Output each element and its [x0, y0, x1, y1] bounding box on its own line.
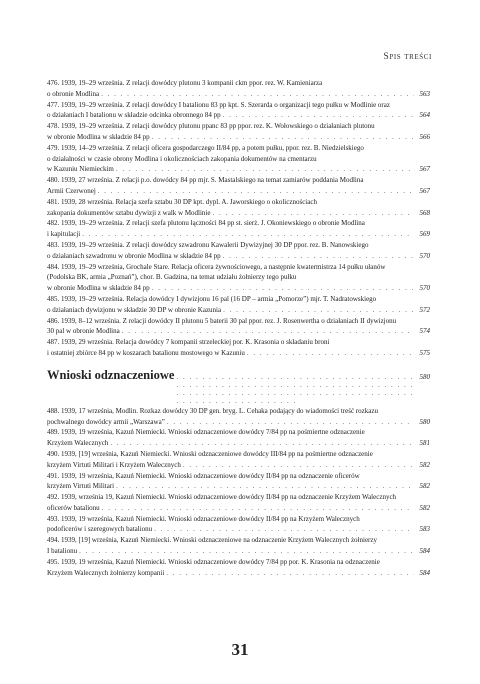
running-head: Spis treści — [383, 52, 432, 62]
toc-entry[interactable] — [47, 294, 430, 316]
entry-list — [47, 406, 430, 579]
toc-entry[interactable] — [47, 78, 430, 100]
entry-text: 484. 1939, 19–29 września, Grochale Stare. Relacja oficera żywnościowego, a następnie kwatermistrza 14 pułku ułanów — [47, 262, 386, 271]
entry-page-number: 570 — [419, 284, 430, 293]
entry-text: 492. 1939, września 19, Kazuń Niemiecki. Wnioski odznaczeniowe dowódcy II/84 pp na odznaczenie Krzyżem Walecznych — [47, 493, 397, 502]
entry-text: krzyżem Virtuti Militari — [47, 482, 115, 491]
entry-text: o obronie Modlina — [47, 89, 100, 98]
entry-text: 495. 1939, 19 września, Kazuń Niemiecki. Wnioski odznaczeniowe dowódcy 7/84 pp por. K. Krasonia na odznaczenie — [47, 557, 380, 566]
entry-text: 482. 1939, 19–29 września. Z relacji szefa plutonu łączności 84 pp st. sierż. J. Okoniewskiego o obronie Modlina — [47, 219, 365, 228]
entry-page-number: 568 — [419, 208, 430, 217]
dot-leader — [223, 110, 414, 121]
dot-leader — [98, 186, 414, 197]
dot-leader — [183, 460, 414, 471]
entry-page-number: 563 — [419, 89, 430, 98]
entry-text: 483. 1939, 19–29 września. Z relacji dowódcy szwadronu Kawalerii Dywizyjnej 30 DP ppor. rez. B. Nanowskiego — [47, 240, 369, 249]
toc-entry[interactable] — [47, 262, 430, 294]
toc-entry[interactable] — [47, 406, 430, 428]
dot-leader — [247, 348, 414, 359]
dot-leader — [223, 251, 414, 262]
entry-page-number: 567 — [419, 165, 430, 174]
toc-entry[interactable] — [47, 121, 430, 143]
entry-page-number: 564 — [419, 111, 430, 120]
entry-text: Armii Czerwonej — [47, 186, 96, 195]
toc-entry[interactable] — [47, 337, 430, 359]
toc-entry[interactable] — [47, 535, 430, 557]
entry-page-number: 580 — [419, 417, 430, 426]
entry-page-number: 582 — [419, 503, 430, 512]
entry-text: 485. 1939, 19–29 września. Relacja dowódcy I dywizjonu 16 pal (16 DP – armia „Pomorze”) mjr. T. Nadratowskiego — [47, 294, 377, 303]
entry-text: 30 pal w obronie Modlina — [47, 327, 120, 336]
entry-page-number: 566 — [419, 132, 430, 141]
entry-page-number: 569 — [419, 230, 430, 239]
dot-leader — [176, 373, 414, 405]
dot-leader — [110, 438, 414, 449]
entry-text: (Podolska BK, armia „Poznań”), chor. B. Gadzina, na temat udziału żołnierzy tego pułku — [47, 273, 297, 282]
entry-text: 494. 1939, [19] września, Kazuń Niemiecki. Wnioski odznaczeniowe na odznaczenie Krzyżem Walecznych żołnierzy — [47, 536, 377, 545]
dot-leader — [79, 546, 414, 557]
toc-entry[interactable] — [47, 175, 430, 197]
toc-entry[interactable] — [47, 449, 430, 471]
dot-leader — [116, 164, 414, 175]
entry-text: 480. 1939, 27 września. Z relacji p.o. dowódcy 84 pp mjr. S. Mastalskiego na temat zamiarów poddania Modlina — [47, 176, 364, 185]
entry-text: w obronie Modlina w składzie 84 pp — [47, 132, 150, 141]
toc-entry[interactable] — [47, 240, 430, 262]
dot-leader — [154, 524, 414, 535]
entry-text: pochwalnego dowódcy armii „Warszawa” — [47, 417, 165, 426]
entry-text: oficerów batalionu — [47, 503, 100, 512]
section-page: 580 — [419, 372, 430, 381]
toc-entry[interactable] — [47, 100, 430, 122]
page-number: 31 — [231, 640, 249, 659]
entry-page-number: 575 — [419, 348, 430, 357]
dot-leader — [213, 208, 415, 219]
toc-entry[interactable] — [47, 514, 430, 536]
entry-text: I batalionu — [47, 547, 78, 556]
dot-leader — [152, 283, 414, 294]
entry-list — [47, 78, 430, 359]
entry-text: 478. 1939, 19–29 września. Z relacji dowódcy plutonu ppanc 83 pp ppor. rez. K. Wołowskiego o działaniach plutonu — [47, 122, 375, 131]
entry-text: o działalności w czasie obrony Modlina i okolicznościach zakopania dokumentów na cmentarzu — [47, 154, 317, 163]
entry-text: 479. 1939, 14–29 września. Z relacji oficera gospodarczego II/84 pp, a potem pułku, ppor. rez. B. Niedzielskiego — [47, 143, 364, 152]
dot-leader — [116, 481, 414, 492]
section-title: Wnioski odznaczeniowe — [47, 367, 175, 382]
toc-entry[interactable] — [47, 316, 430, 338]
entry-text: w obronie Modlina w składzie 84 pp — [47, 284, 150, 293]
entry-text: 481. 1939, 28 września. Relacja szefa sztabu 30 DP kpt. dypl. A. Jaworskiego o okolicznościach — [47, 197, 317, 206]
dot-leader — [101, 89, 414, 100]
toc-entry[interactable] — [47, 471, 430, 493]
entry-page-number: 581 — [419, 439, 430, 448]
entry-text: w Kazuniu Niemieckim — [47, 165, 114, 174]
toc-entry[interactable] — [47, 557, 430, 579]
dot-leader — [102, 503, 414, 514]
entry-text: 489. 1939, 19 września, Kazuń Niemiecki. Wnioski odznaczeniowe dowódcy 7/84 pp na pośmiertne odznaczenie — [47, 428, 365, 437]
dot-leader — [223, 305, 414, 316]
entry-page-number: 584 — [419, 547, 430, 556]
toc-entry[interactable] — [47, 143, 430, 175]
entry-page-number: 583 — [419, 525, 430, 534]
entry-page-number: 572 — [419, 305, 430, 314]
entry-text: 476. 1939, 19–29 września. Z relacji dowódcy plutonu 3 kompanii ckm ppor. rez. W. Kamieniarza — [47, 79, 323, 87]
toc-entry[interactable] — [47, 218, 430, 240]
entry-text: i kapitulacji — [47, 230, 81, 239]
dot-leader — [167, 417, 414, 428]
entry-page-number: 584 — [419, 568, 430, 577]
entry-text: krzyżem Virtuti Militari i Krzyżem Walecznych — [47, 460, 181, 469]
entry-text: Krzyżem Walecznych — [47, 439, 109, 448]
toc-entry[interactable] — [47, 492, 430, 514]
toc-entry[interactable] — [47, 197, 430, 219]
toc-entry[interactable] — [47, 427, 430, 449]
dot-leader — [122, 326, 414, 337]
entry-page-number: 582 — [419, 460, 430, 469]
entry-text: o działaniach dywizjonu w składzie 30 DP w obronie Kazunia — [47, 305, 222, 314]
entry-text: 490. 1939, [19] września, Kazuń Niemiecki. Wnioski odznaczeniowe dowódcy III/84 pp na pośmiertne odznaczenie — [47, 449, 373, 458]
entry-page-number: 570 — [419, 251, 430, 260]
entry-text: i ostatniej zbiórce 84 pp w koszarach batalionu mostowego w Kazuniu — [47, 348, 245, 357]
entry-text: podoficerów i szeregowych batalionu — [47, 525, 153, 534]
entry-text: 493. 1939, 19 września, Kazuń Niemiecki. Wnioski odznaczeniowe dowódcy II/84 pp na Krzyżem Walecznych — [47, 514, 360, 523]
entry-text: 477. 1939, 19–29 września. Z relacji dowódcy I batalionu 83 pp kpt. S. Szerarda o organizacji tego pułku w Modlinie oraz — [47, 100, 390, 109]
section-heading — [47, 368, 430, 405]
entry-page-number: 582 — [419, 482, 430, 491]
dot-leader — [166, 568, 414, 579]
dot-leader — [152, 132, 414, 143]
entry-page-number: 574 — [419, 327, 430, 336]
entry-text: 487. 1939, 29 września. Relacja dowódcy 7 kompanii strzeleckiej por. K. Krasonia o składaniu broni — [47, 338, 330, 347]
table-of-contents — [47, 78, 430, 578]
dot-leader — [82, 229, 414, 240]
entry-text: o działaniach szwadronu w obronie Modlina w składzie 84 pp — [47, 251, 221, 260]
entry-text: 486. 1939, 8–12 września. Z relacji dowódcy II plutonu 5 baterii 30 pal ppor. rez. J. Rosenwertha o działaniach II dywizjonu — [47, 316, 397, 325]
entry-text: o działaniach I batalionu w składzie odcinka obronnego 84 pp — [47, 111, 221, 120]
entry-page-number: 567 — [419, 186, 430, 195]
entry-text: 491. 1939, 19 września, Kazuń Niemiecki. Wnioski odznaczeniowe dowódcy II/84 pp na odznaczenie oficerów — [47, 471, 360, 480]
entry-text: Krzyżem Walecznych żołnierzy kompanii — [47, 568, 165, 577]
entry-text: 488. 1939, 17 września, Modlin. Rozkaz dowódcy 30 DP gen. bryg. L. Cehaka podający do wiadomości treść rozkazu — [47, 406, 378, 415]
entry-text: zakopania dokumentów sztabu dywizji z walk w Modlinie — [47, 208, 211, 217]
